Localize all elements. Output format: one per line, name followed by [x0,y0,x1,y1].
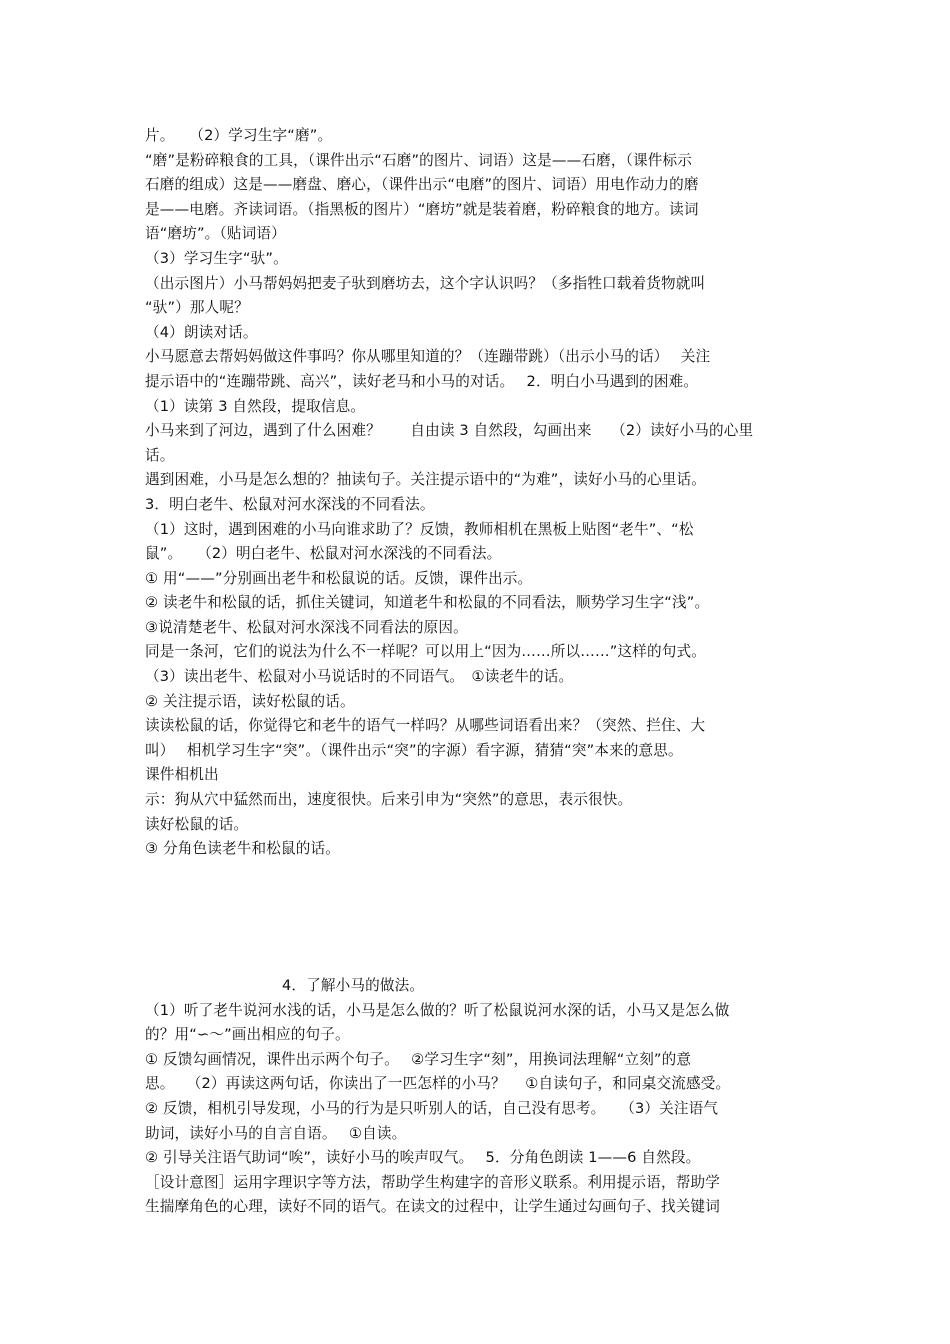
text-line: （4）朗读对话。 [145,323,258,341]
text-line: 读好松鼠的话。 [145,815,249,833]
text-line: ② 反馈，相机引导发现，小马的行为是只听别人的话，自己没有思考。 （3）关注语气 [145,1099,719,1117]
text-line: 示：狗从穴中猛然而出，速度很快。后来引申为“突然”的意思，表示很快。 [145,791,633,809]
text-line: ② 关注提示语，读好松鼠的话。 [145,692,355,710]
text-line: ② 引导关注语气助词“唉”，读好小马的唉声叹气。 5．分角色朗读 1——6 自然段。 [145,1149,701,1167]
text-line: 叫） 相机学习生字“突”。（课件出示“突”的字源）看字源，猜猜“突”本来的意思。 [145,741,683,759]
text-line: （1）这时，遇到困难的小马向谁求助了？反馈，教师相机在黑板上贴图“老牛”、“松 [145,520,694,538]
text-line: （1）读第 3 自然段，提取信息。 [145,397,366,415]
text-line: 助词，读好小马的自言自语。 ①自读。 [145,1124,407,1142]
text-line: 是——电磨。齐读词语。（指黑板的图片）“磨坊”就是装着磨，粉碎粮食的地方。读词 [145,200,699,218]
text-line: ③说清楚老牛、松鼠对河水深浅不同看法的原因。 [145,618,468,636]
text-line: 石磨的组成）这是——磨盘、磨心，（课件出示“电磨”的图片、词语）用电作动力的磨 [145,176,699,194]
text-line: 小马愿意去帮妈妈做这件事吗？你从哪里知道的？（连蹦带跳）（出示小马的话） 关注 [145,348,711,366]
text-line: 3．明白老牛、松鼠对河水深浅的不同看法。 [145,495,435,513]
text-line: 同是一条河，它们的说法为什么不一样呢？可以用上“因为……所以……”这样的句式。 [145,643,706,661]
text-line: 小马来到了河边，遇到了什么困难？ 自由读 3 自然段，勾画出来 （2）读好小马的心里 [145,422,754,440]
text-line: 话。 [145,446,175,464]
text-line: ［设计意图］运用字理识字等方法，帮助学生构建字的音形义联系。利用提示语，帮助学 [145,1173,721,1191]
text-line: 课件相机出 [145,766,219,784]
text-line: （3）读出老牛、松鼠对小马说话时的不同语气。 ①读老牛的话。 [145,668,574,686]
text-line: 语“磨坊”。（贴词语） [145,225,286,243]
text-line: 读读松鼠的话，你觉得它和老牛的语气一样吗？从哪些词语看出来？（突然、拦住、大 [145,717,706,735]
document-section-b [145,974,830,1220]
text-line: “磨”是粉碎粮食的工具，（课件出示“石磨”的图片、词语）这是——石磨，（课件标示 [145,151,693,169]
text-line: ③ 分角色读老牛和松鼠的话。 [145,840,340,858]
text-line: （3）学习生字“驮”。 [145,249,288,267]
text-line: （出示图片）小马帮妈妈把麦子驮到磨坊去，这个字认识吗？（多指牲口载着货物就叫 [145,274,706,292]
text-line: 的？用“∽～”画出相应的句子。 [145,1026,350,1044]
text-line: ① 反馈勾画情况，课件出示两个句子。 ②学习生字“刻”，用换词法理解“立刻”的意 [145,1050,692,1068]
text-line: 鼠”。 （2）明白老牛、松鼠对河水深浅的不同看法。 [145,545,502,563]
text-line: 遇到困难，小马是怎么想的？抽读句子。关注提示语中的“为难”，读好小马的心里话。 [145,471,706,489]
text-line: （1）听了老牛说河水浅的话，小马是怎么做的？听了松鼠说河水深的话，小马又是怎么做 [145,1001,730,1019]
text-line: 片。 （2）学习生字“磨”。 [145,127,333,144]
text-line: ② 读老牛和松鼠的话，抓住关键词，知道老牛和松鼠的不同看法，顺势学习生字“浅”。 [145,594,710,612]
text-line: ① 用“——”分别画出老牛和松鼠说的话。反馈，课件出示。 [145,569,533,587]
text-line: “驮”）那人呢？ [145,299,249,317]
text-line: 提示语中的“连蹦带跳、高兴”，读好老马和小马的对话。 2．明白小马遇到的困难。 [145,372,699,390]
text-line: 思。 （2）再读这两句话，你读出了一匹怎样的小马？ ①自读句子，和同桌交流感受。 [145,1075,731,1093]
section-heading: 4．了解小马的做法。 [282,977,425,994]
document-section-a [145,124,830,862]
text-line: 生揣摩角色的心理，读好不同的语气。在读文的过程中，让学生通过勾画句子、找关键词 [145,1198,721,1216]
